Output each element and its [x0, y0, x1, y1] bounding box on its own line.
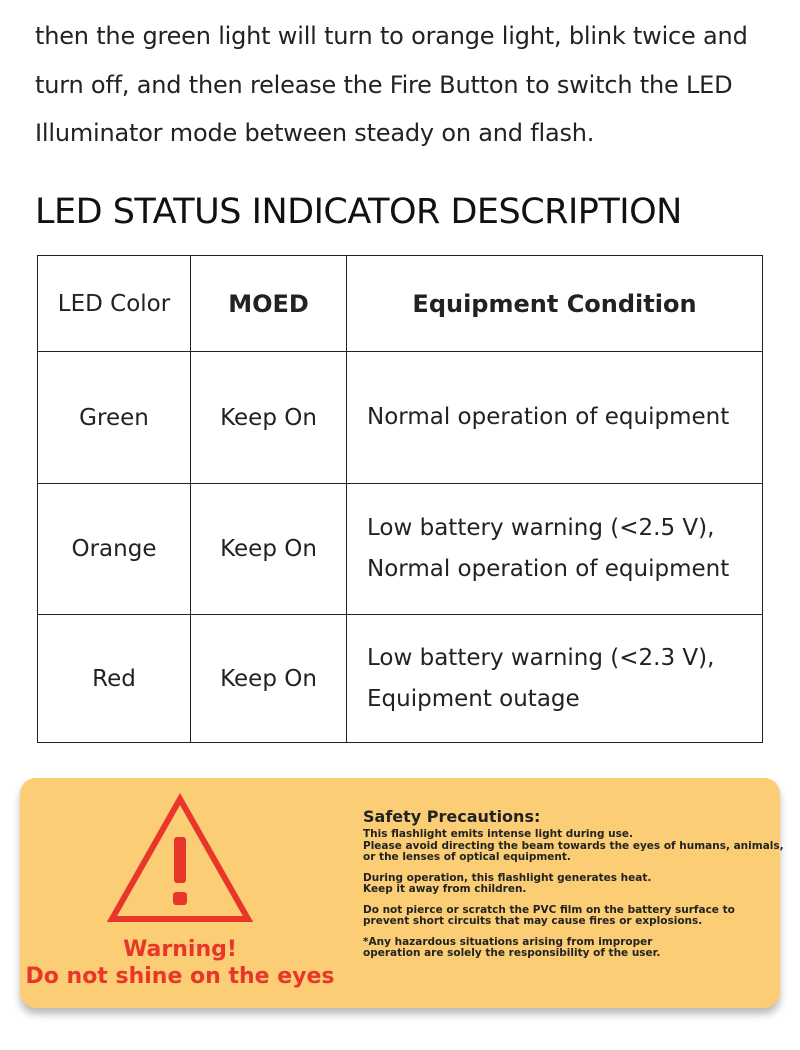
safety-line: During operation, this flashlight generates heat.	[363, 871, 652, 884]
safety-line: Do not pierce or scratch the PVC film on the battery surface to	[363, 903, 735, 916]
cell-condition	[347, 615, 763, 743]
safety-line: prevent short circuits that may cause fires or explosions.	[363, 915, 703, 927]
header-equipment-condition: Equipment Condition	[347, 256, 763, 352]
safety-line: Keep it away from children.	[363, 883, 527, 895]
safety-precautions	[363, 806, 784, 969]
warning-triangle-icon	[106, 793, 254, 925]
condition-line: Normal operation of equipment	[367, 404, 730, 430]
condition-line: Low battery warning (<2.5 V),	[367, 515, 715, 541]
cell-mode: Keep On	[191, 352, 347, 484]
cell-condition	[347, 352, 763, 484]
led-status-table	[37, 255, 763, 743]
table-row	[38, 615, 763, 743]
intro-line: then the green light will turn to orange light, blink twice and	[35, 22, 748, 50]
safety-line: operation are solely the responsibility of the user.	[363, 947, 661, 959]
condition-line: Equipment outage	[367, 685, 580, 712]
warning-card	[20, 778, 784, 1008]
intro-line: turn off, and then release the Fire Button to switch the LED	[35, 70, 733, 99]
cell-condition	[347, 484, 763, 615]
cell-mode: Keep On	[191, 615, 347, 743]
warning-subtitle: Do not shine on the eyes	[25, 964, 335, 989]
table-row	[38, 352, 763, 484]
condition-line: Low battery warning (<2.3 V),	[367, 644, 715, 671]
safety-paragraph	[363, 937, 775, 960]
warning-title: Warning!	[123, 937, 237, 962]
safety-line: This flashlight emits intense light during use.	[363, 828, 634, 840]
cell-led-color: Red	[38, 615, 191, 743]
header-mode: MOED	[191, 256, 347, 352]
cell-led-color: Green	[38, 352, 191, 484]
intro-line: Illuminator mode between steady on and flash.	[35, 119, 595, 147]
cell-led-color: Orange	[38, 484, 191, 615]
safety-paragraph	[363, 873, 775, 896]
safety-line: Please avoid directing the beam towards the eyes of humans, animals,	[363, 839, 784, 852]
condition-line: Normal operation of equipment	[367, 556, 730, 582]
table-row	[38, 484, 763, 615]
section-heading: LED STATUS INDICATOR DESCRIPTION	[35, 192, 682, 232]
safety-line: or the lenses of optical equipment.	[363, 851, 571, 863]
safety-line: *Any hazardous situations arising from improper	[363, 935, 653, 948]
header-led-color: LED Color	[38, 256, 191, 352]
intro-paragraph	[35, 12, 775, 158]
safety-paragraph	[363, 905, 775, 928]
safety-paragraph	[363, 828, 784, 864]
safety-title: Safety Precautions:	[363, 807, 541, 826]
cell-mode: Keep On	[191, 484, 347, 615]
table-header-row	[38, 256, 763, 352]
